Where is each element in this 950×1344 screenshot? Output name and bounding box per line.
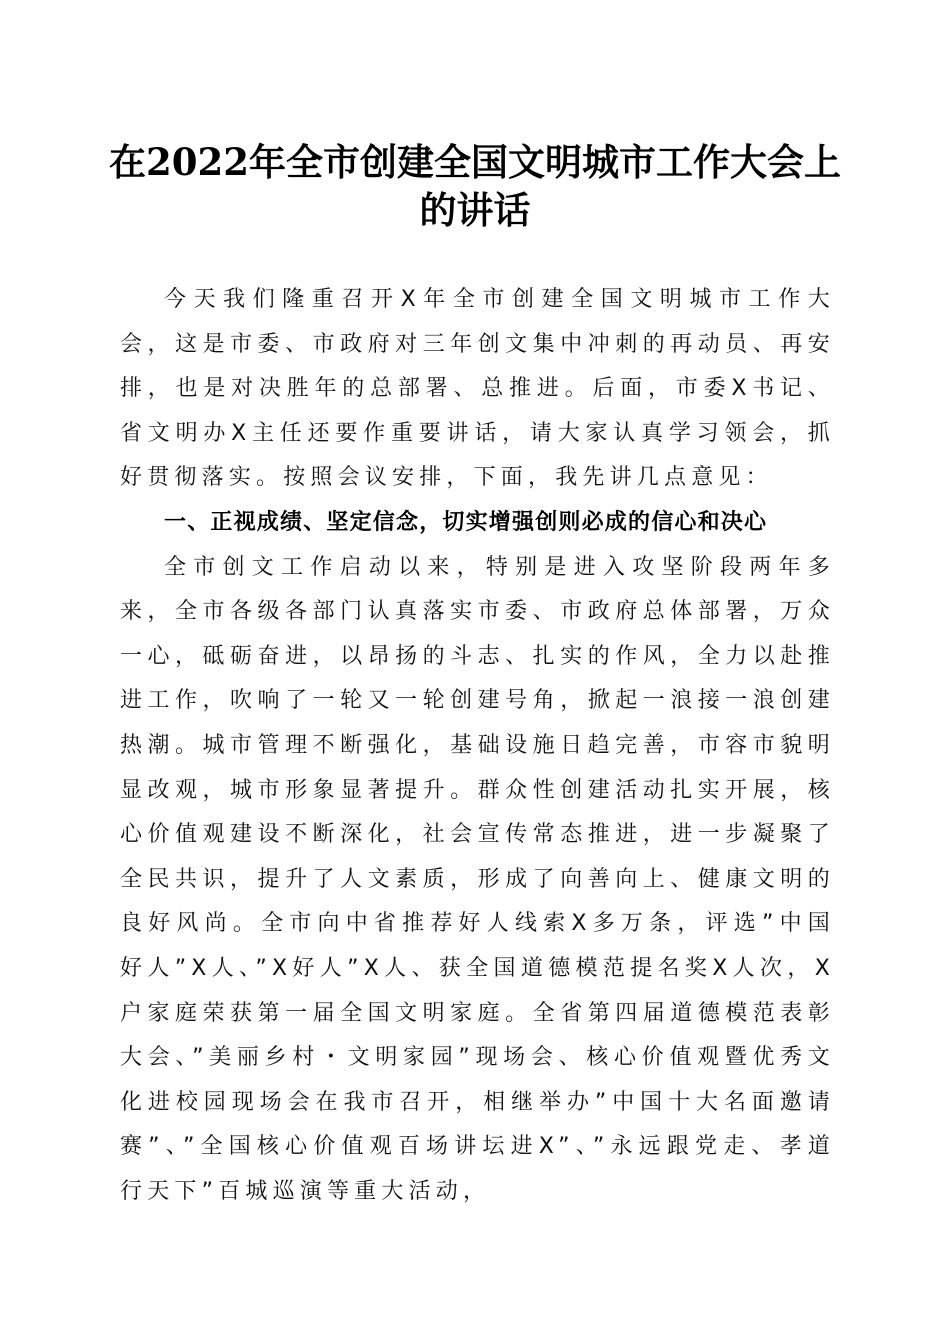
section-1-paragraph: 全市创文工作启动以来，特别是进入攻坚阶段两年多来，全市各级各部门认真落实市委、市政府总体部署，万众一心，砥砺奋进，以昂扬的斗志、扎实的作风，全力以赴推进工作，吹响了一轮又一轮创建号角，掀起一浪接一浪创建热潮。城市管理不断强化，基础设施日趋完善，市容市貌明显改观，城市形象显著提升。群众性创建活动扎实开展，核心价值观建设不断深化，社会宣传常态推进，进一步凝聚了全民共识，提升了人文素质，形成了向善向上、健康文明的良好风尚。全市向中省推荐好人线索X多万条，评选”中国好人”X人、”X好人”X人、获全国道德模范提名奖X人次，X户家庭荣获第一届全国文明家庭。全省第四届道德模范表彰大会、”美丽乡村・文明家园”现场会、核心价值观暨优秀文化进校园现场会在我市召开，相继举办”中国十大名面邀请赛”、”全国核心价值观百场讲坛进X”、”永远跟党走、孝道行天下”百城巡演等重大活动， — [120, 554, 835, 1204]
document-body — [120, 278, 835, 1214]
section-1-heading: 一、正视成绩、坚定信念，切实增强创则必成的信心和决心 — [164, 509, 768, 535]
intro-paragraph: 今天我们隆重召开X年全市创建全国文明城市工作大会，这是市委、市政府对三年创文集中冲刺的再动员、再安排，也是对决胜年的总部署、总推进。后面，市委X书记、省文明办X主任还要作重要讲话，请大家认真学习领会，抓好贯彻落实。按照会议安排，下面，我先讲几点意见： — [120, 287, 835, 491]
document-title-line-1: 在2022年全市创建全国文明城市工作大会上 — [109, 140, 841, 184]
document-title-line-2: 的讲话 — [419, 188, 531, 232]
